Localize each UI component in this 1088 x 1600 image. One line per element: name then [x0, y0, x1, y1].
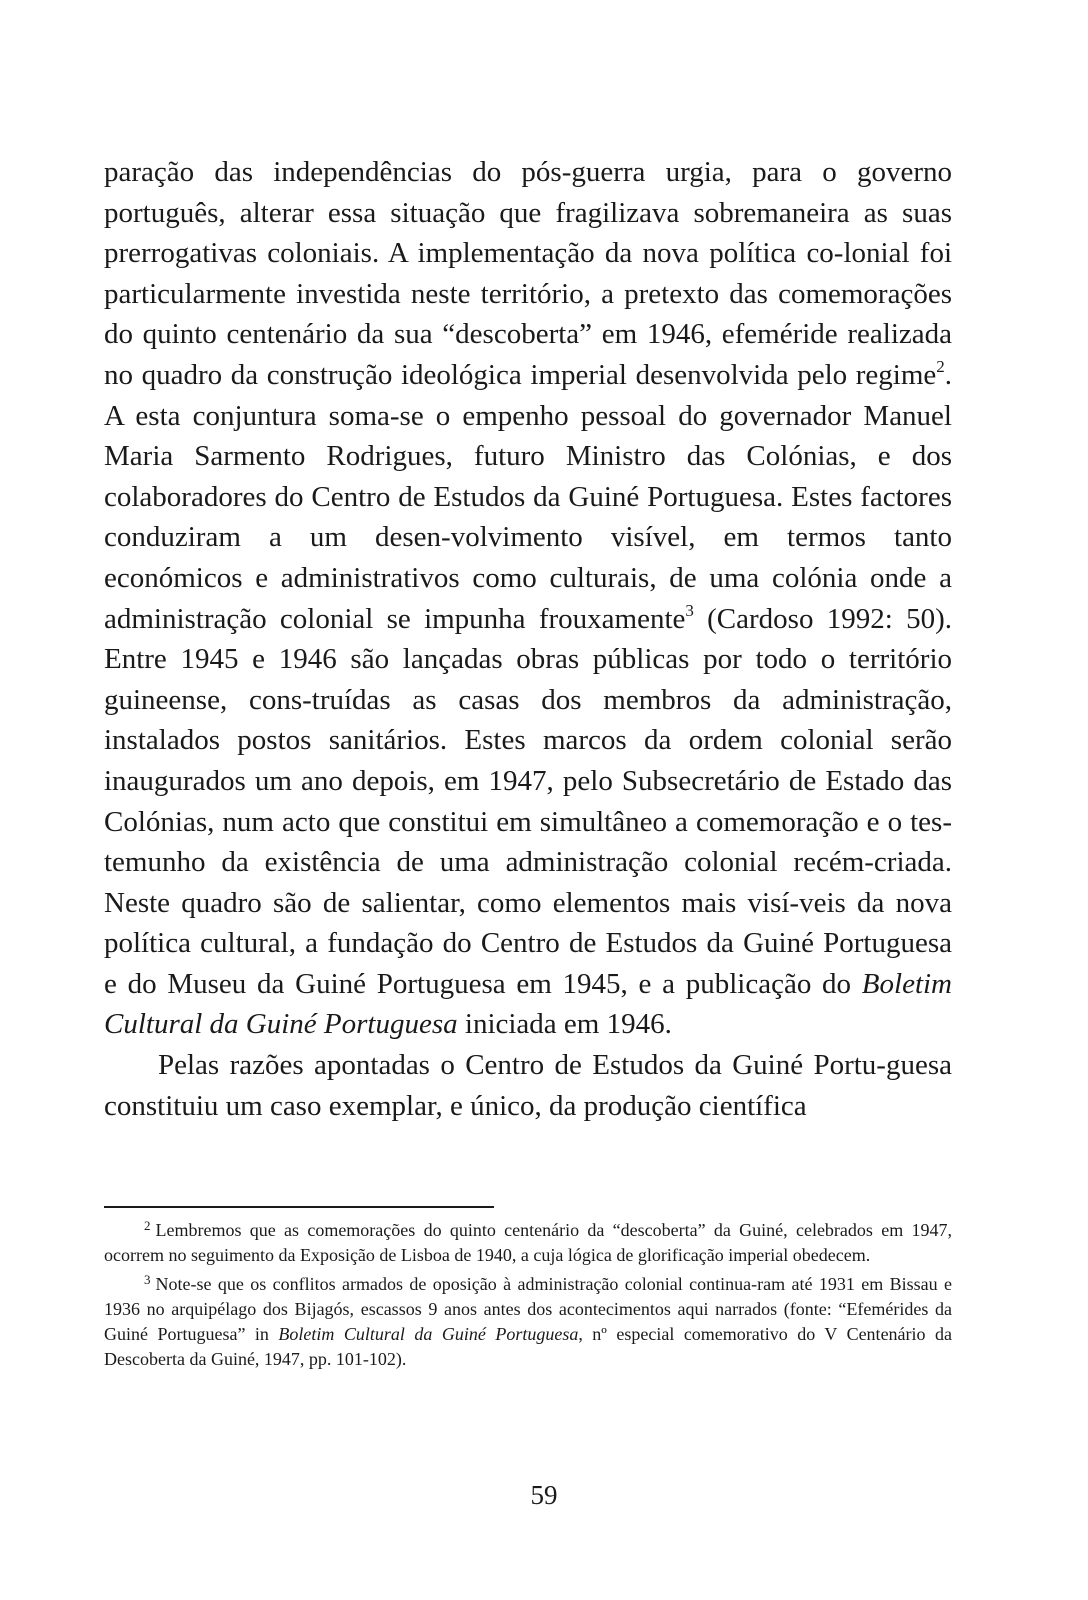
- body-text: [104, 152, 952, 1126]
- footnote-text: , nº especial comemorativo do V Centenário da Descoberta da Guiné, 1947, pp. 101-102).: [104, 1324, 953, 1369]
- footnote-number: 3: [144, 1272, 151, 1287]
- footnote: [104, 1272, 952, 1372]
- journal-title: Boletim Cultural da Guiné Portuguesa: [104, 967, 952, 1041]
- footnote-text: Lembremos que as comemorações do quinto centenário da “descoberta” da Guiné, celebrados em 1947, ocorrem no seguimento da Exposição de Lisboa de 1940, a cuja lógica de glorificação imperial obedecem.: [104, 1220, 952, 1265]
- footnote-reference: 3: [685, 600, 694, 620]
- footnotes: [104, 1218, 952, 1376]
- paragraph-text: . A esta conjuntura soma-se o empenho pessoal do governador Manuel Maria Sarmento Rodrigues, futuro Ministro das Colónias, e dos colaboradores do Centro de Estudos da Guiné Portuguesa. Estes factores conduziram a um desen-volvimento visível, em termos tanto económicos e administrativos como culturais, de uma colónia onde a administração colonial se impunha frouxamente: [104, 358, 952, 635]
- footnote-text: Note-se que os conflitos armados de oposição à administração colonial continua-ram até 1931 em Bissau e 1936 no arquipélago dos Bijagós, escassos 9 anos antes dos acontecimentos aqui narrados (fonte: “Efemérides da Guiné Portuguesa” in: [104, 1274, 952, 1344]
- footnote-separator: [104, 1206, 494, 1208]
- footnote-reference: 2: [936, 356, 945, 376]
- paragraph: Pelas razões apontadas o Centro de Estudos da Guiné Portu-guesa constituiu um caso exemplar, e único, da produção científica: [104, 1049, 952, 1122]
- paragraph-continued: [104, 152, 952, 1045]
- journal-title: Boletim Cultural da Guiné Portuguesa: [278, 1324, 579, 1344]
- footnote: [104, 1218, 952, 1268]
- paragraph-text: iniciada em 1946.: [457, 1008, 672, 1041]
- paragraph-text: (Cardoso 1992: 50). Entre 1945 e 1946 são lançadas obras públicas por todo o território guineense, cons-truídas as casas dos membros da administração, instalados postos sanitários. Estes marcos da ordem colonial serão inaugurados um ano depois, em 1947, pelo Subsecretário de Estado das Colónias, num acto que constitui em simultâneo a comemoração e o tes-temunho da existência de uma administração colonial recém-criada. Neste quadro são de salientar, como elementos mais visí-veis da nova política cultural, a fundação do Centro de Estudos da Guiné Portuguesa e do Museu da Guiné Portuguesa em 1945, e a publicação do: [104, 602, 952, 1000]
- page-number: 59: [530, 1480, 558, 1510]
- footnote-number: 2: [144, 1218, 151, 1233]
- paragraph-text: paração das independências do pós-guerra urgia, para o governo português, alterar essa situação que fragilizava sobremaneira as suas prerrogativas coloniais. A implementação da nova política co-lonial foi particularmente investida neste território, a pretexto das comemorações do quinto centenário da sua “descoberta” em 1946, efeméride realizada no quadro da construção ideológica imperial desenvolvida pelo regime: [104, 156, 952, 391]
